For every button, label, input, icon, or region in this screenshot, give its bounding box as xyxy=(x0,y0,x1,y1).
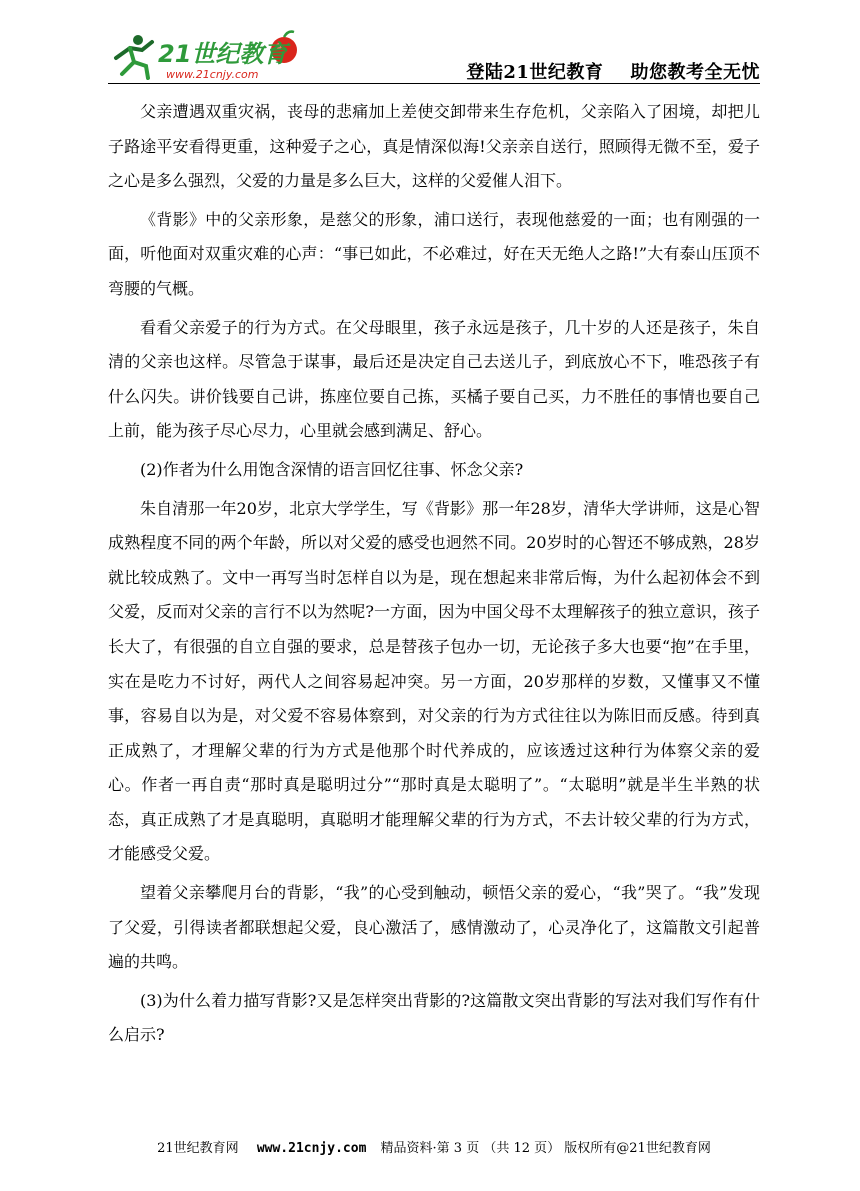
footer-page-info: 精品资料·第 3 页 （共 12 页） 版权所有@21世纪教育网 xyxy=(380,1141,711,1156)
paragraph: 《背影》中的父亲形象，是慈父的形象，浦口送行，表现他慈爱的一面；也有刚强的一面，听他面对双重灾难的心声：“事已如此，不必难过，好在天无绝人之路!”大有泰山压顶不弯腰的气概。 xyxy=(108,209,760,298)
header-slogan: 登陆21世纪教育 助您教考全无忧 xyxy=(466,62,760,83)
question: (3)为什么着力描写背影?又是怎样突出背影的?这篇散文突出背影的写法对我们写作有什么启示? xyxy=(108,990,760,1045)
logo-url: www.21cnjy.com xyxy=(166,68,259,81)
page-header xyxy=(108,28,760,84)
site-logo xyxy=(108,28,308,84)
paragraph: 看看父亲爱子的行为方式。在父母眼里，孩子永远是孩子，几十岁的人还是孩子，朱自清的父亲也这样。尽管急于谋事，最后还是决定自己去送儿子，到底放心不下，唯恐孩子有什么闪失。讲价钱要自己讲，拣座位要自己拣，买橘子要自己买，力不胜任的事情也要自己上前，能为孩子尽心尽力，心里就会感到满足、舒心。 xyxy=(108,317,760,441)
document-body xyxy=(108,95,760,1053)
logo-text: 21世纪教育 xyxy=(158,40,288,68)
page-footer xyxy=(108,1137,760,1156)
paragraph: 朱自清那一年20岁，北京大学学生，写《背影》那一年28岁，清华大学讲师，这是心智成熟程度不同的两个年龄，所以对父爱的感受也迥然不同。20岁时的心智还不够成熟，28岁就比较成熟了。文中一再写当时怎样自以为是，现在想起来非常后悔，为什么起初体会不到父爱，反而对父亲的言行不以为然呢?一方面，因为中国父母不太理解孩子的独立意识，孩子长大了，有很强的自立自强的要求，总是替孩子包办一切，无论孩子多大也要“抱”在手里，实在是吃力不讨好，两代人之间容易起冲突。另一方面，20岁那样的岁数，又懂事又不懂事，容易自以为是，对父爱不容易体察到，对父亲的行为方式往往以为陈旧而反感。待到真正成熟了，才理解父辈的行为方式是他那个时代养成的，应该透过这种行为体察父亲的爱心。作者一再自责“那时真是聪明过分”“那时真是太聪明了”。“太聪明”就是半生半熟的状态，真正成熟了才是真聪明，真聪明才能理解父辈的行为方式，不去计较父辈的行为方式，才能感受父爱。 xyxy=(108,498,760,864)
question: (2)作者为什么用饱含深情的语言回忆往事、怀念父亲? xyxy=(140,459,524,479)
footer-url[interactable]: www.21cnjy.com xyxy=(256,1141,367,1156)
runner-icon xyxy=(116,35,152,78)
paragraph: 望着父亲攀爬月台的背影，“我”的心受到触动，顿悟父亲的爱心，“我”哭了。“我”发现了父爱，引得读者都联想起父爱，良心激活了，感情激动了，心灵净化了，这篇散文引起普遍的共鸣。 xyxy=(108,883,760,972)
footer-site-name: 21世纪教育网 xyxy=(157,1141,239,1156)
header-divider xyxy=(108,83,760,84)
paragraph: 父亲遭遇双重灾祸，丧母的悲痛加上差使交卸带来生存危机，父亲陷入了困境，却把儿子路途平安看得更重，这种爱子之心，真是情深似海!父亲亲自送行，照顾得无微不至，爱子之心是多么强烈，父爱的力量是多么巨大，这样的父爱催人泪下。 xyxy=(108,102,760,191)
